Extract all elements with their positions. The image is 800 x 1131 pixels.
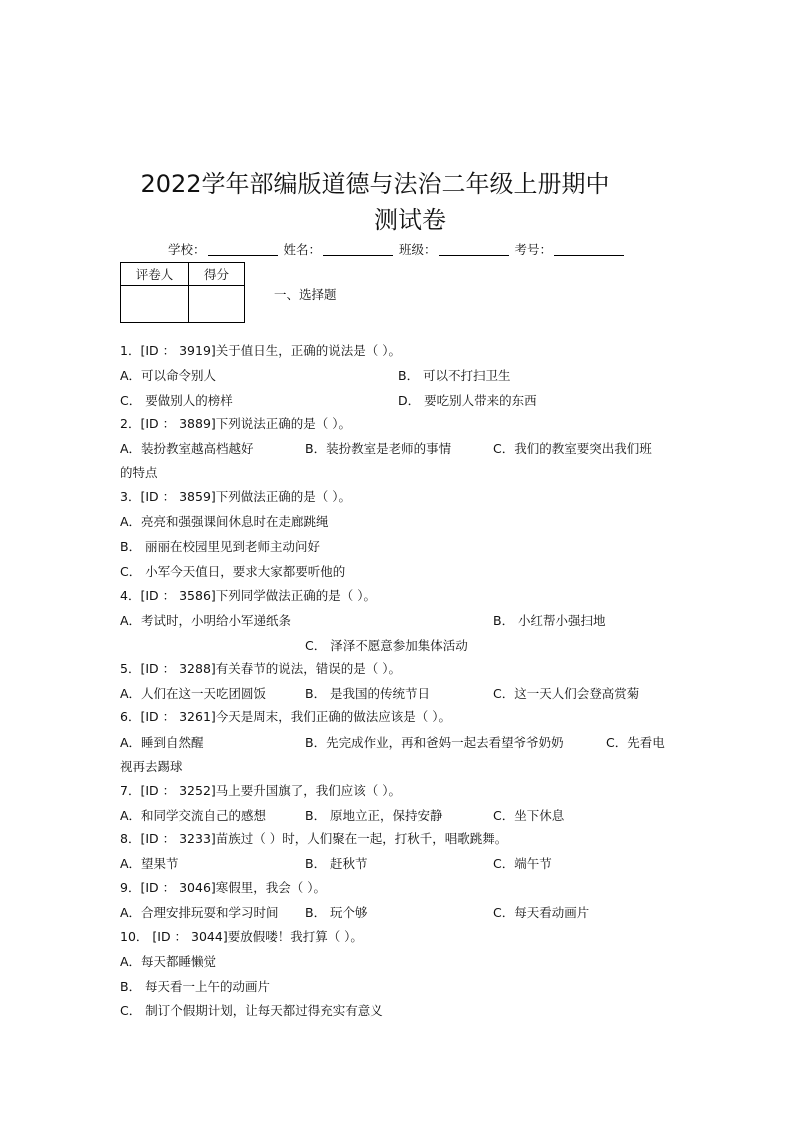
grader-cell[interactable] [121, 286, 189, 323]
name-label: 姓名： [283, 242, 322, 257]
q6-option-a: A．睡到自然醒 [120, 735, 204, 750]
q4-option-b: B． 小红帮小强扫地 [493, 613, 606, 628]
score-cell[interactable] [189, 286, 245, 323]
q2-option-c: C．我们的教室要突出我们班 [493, 441, 652, 456]
q7-option-c: C．坐下休息 [493, 808, 565, 823]
q9-option-a: A．合理安排玩耍和学习时间 [120, 905, 279, 920]
q3-option-c: C． 小军今天值日，要求大家都要听他的 [120, 564, 346, 579]
section-heading: 一、选择题 [274, 287, 337, 302]
q4-option-c: C． 泽泽不愿意参加集体活动 [305, 638, 468, 653]
school-blank[interactable] [208, 243, 278, 256]
class-blank[interactable] [439, 243, 509, 256]
school-label: 学校： [168, 242, 206, 257]
q2-option-a: A．装扮教室越高档越好 [120, 441, 254, 456]
q7-option-a: A．和同学交流自己的感想 [120, 808, 267, 823]
q8-option-b: B． 赶秋节 [305, 856, 368, 871]
question-9: 9．[ID ： 3046]寒假里，我会（ ）。 [120, 880, 327, 895]
score-header: 得分 [189, 263, 245, 286]
q1-option-c: C． 要做别人的榜样 [120, 393, 233, 408]
q3-option-a: A．亮亮和强强课间休息时在走廊跳绳 [120, 514, 329, 529]
q10-option-a: A．每天都睡懒觉 [120, 954, 217, 969]
q6-option-c: C．先看电 [606, 735, 665, 750]
question-7: 7．[ID ： 3252]马上要升国旗了，我们应该（ ）。 [120, 783, 402, 798]
q5-option-b: B． 是我国的传统节日 [305, 686, 431, 701]
q6-option-b: B．先完成作业，再和爸妈一起去看望爷爷奶奶 [305, 735, 564, 750]
question-8: 8．[ID ： 3233]苗族过（ ）时，人们聚在一起，打秋千，唱歌跳舞。 [120, 831, 508, 846]
number-blank[interactable] [554, 243, 624, 256]
question-1: 1．[ID ： 3919]关于值日生，正确的说法是（ ）。 [120, 343, 402, 358]
q6-option-c-cont: 视再去踢球 [120, 759, 183, 774]
q2-option-b: B．装扮教室是老师的事情 [305, 441, 452, 456]
q1-option-b: B． 可以不打扫卫生 [398, 368, 511, 383]
question-2: 2．[ID ： 3889]下列说法正确的是（ ）。 [120, 416, 352, 431]
question-10: 10． [ID ： 3044]要放假喽！我打算（ ）。 [120, 929, 363, 944]
q5-option-a: A．人们在这一天吃团圆饭 [120, 686, 267, 701]
q1-option-d: D． 要吃别人带来的东西 [398, 393, 537, 408]
q8-option-c: C．端午节 [493, 856, 552, 871]
q3-option-b: B． 丽丽在校园里见到老师主动问好 [120, 539, 321, 554]
score-table [120, 262, 245, 323]
q2-option-c-cont: 的特点 [120, 465, 158, 480]
class-label: 班级： [399, 242, 437, 257]
number-label: 考号： [514, 242, 553, 257]
question-6: 6．[ID ： 3261]今天是周末，我们正确的做法应该是（ ）。 [120, 709, 452, 724]
q4-option-a: A．考试时，小明给小军递纸条 [120, 613, 292, 628]
title-line-2: 测试卷 [374, 206, 446, 234]
q10-option-b: B． 每天看一上午的动画片 [120, 979, 271, 994]
student-info-row [168, 240, 626, 258]
question-4: 4．[ID ： 3586]下列同学做法正确的是（ ）。 [120, 588, 377, 603]
grader-header: 评卷人 [121, 263, 189, 286]
question-5: 5．[ID ： 3288]有关春节的说法，错误的是（ ）。 [120, 661, 402, 676]
question-3: 3．[ID ： 3859]下列做法正确的是（ ）。 [120, 489, 352, 504]
q7-option-b: B． 原地立正，保持安静 [305, 808, 443, 823]
q8-option-a: A．望果节 [120, 856, 179, 871]
name-blank[interactable] [323, 243, 393, 256]
title-line-1: 2022学年部编版道德与法治二年级上册期中 [140, 170, 610, 198]
q9-option-b: B． 玩个够 [305, 905, 368, 920]
q5-option-c: C．这一天人们会登高赏菊 [493, 686, 640, 701]
q1-option-a: A．可以命令别人 [120, 368, 217, 383]
q9-option-c: C．每天看动画片 [493, 905, 590, 920]
q10-option-c: C． 制订个假期计划，让每天都过得充实有意义 [120, 1003, 383, 1018]
